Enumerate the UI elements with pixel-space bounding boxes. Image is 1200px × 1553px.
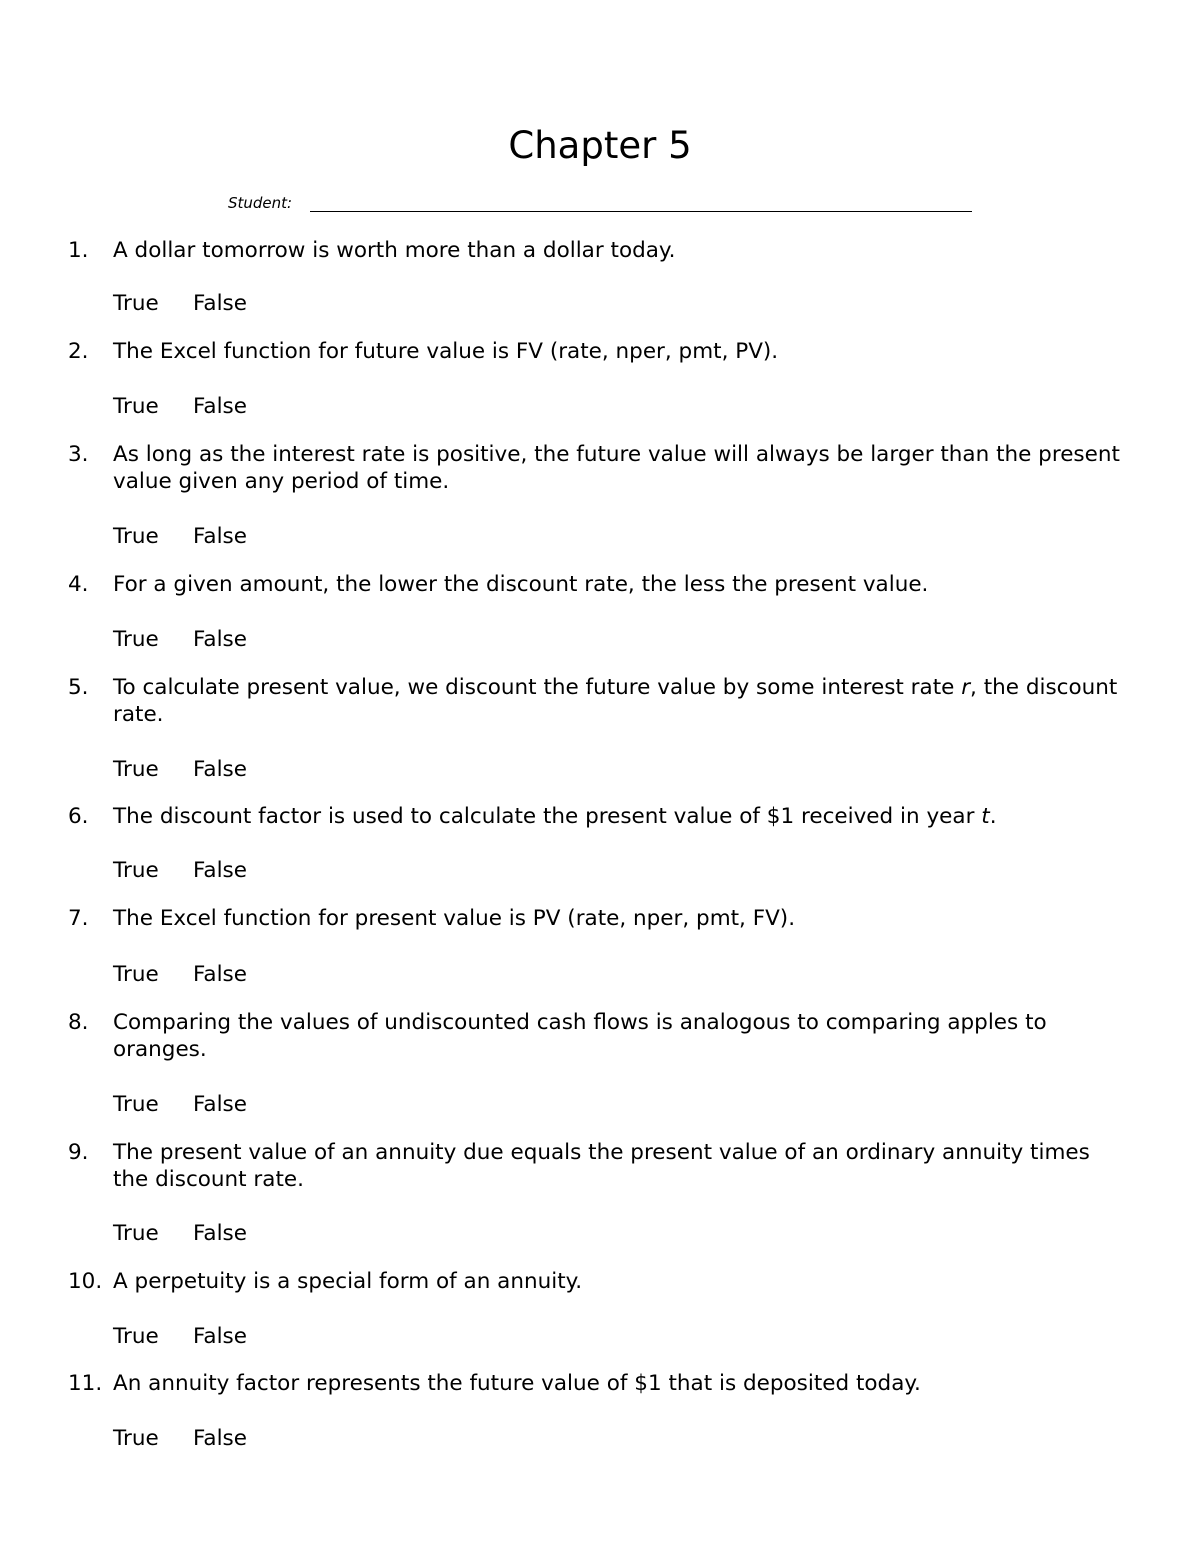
- option-true[interactable]: True: [113, 858, 159, 883]
- answer-options: [113, 961, 247, 988]
- option-true[interactable]: True: [113, 757, 159, 782]
- page-title: Chapter 5: [508, 124, 692, 167]
- question-item: [68, 1009, 1128, 1063]
- student-label: Student:: [228, 194, 293, 212]
- question-text-part: For a given amount, the lower the discount rate, the less the present value.: [113, 572, 929, 597]
- answer-options: [113, 857, 247, 884]
- question-number: 10.: [68, 1269, 103, 1294]
- question-item: [68, 571, 1128, 598]
- answer-options: [113, 1091, 247, 1118]
- answer-options: [113, 1323, 247, 1350]
- question-text-part: , the discount rate.: [113, 675, 1118, 727]
- question-text: [113, 1268, 1128, 1295]
- question-text: [113, 674, 1128, 728]
- question-number: 2.: [68, 339, 89, 364]
- option-true[interactable]: True: [113, 627, 159, 652]
- option-false[interactable]: False: [193, 1426, 247, 1451]
- option-false[interactable]: False: [193, 291, 247, 316]
- student-name-line[interactable]: [310, 211, 972, 212]
- option-true[interactable]: True: [113, 291, 159, 316]
- question-item: [68, 803, 1128, 830]
- option-true[interactable]: True: [113, 1092, 159, 1117]
- question-number: 4.: [68, 572, 89, 597]
- question-number: 9.: [68, 1140, 89, 1165]
- question-item: [68, 905, 1128, 932]
- question-number: 8.: [68, 1010, 89, 1035]
- question-text-part: The Excel function for future value is FV (rate, nper, pmt, PV).: [113, 339, 779, 364]
- answer-options: [113, 393, 247, 420]
- question-number: 5.: [68, 675, 89, 700]
- option-false[interactable]: False: [193, 1221, 247, 1246]
- question-text-part: The discount factor is used to calculate the present value of $1 received in year: [113, 804, 982, 829]
- option-false[interactable]: False: [193, 394, 247, 419]
- question-text-part: A perpetuity is a special form of an annuity.: [113, 1269, 583, 1294]
- question-text-part: Comparing the values of undiscounted cash flows is analogous to comparing apples to oranges.: [113, 1010, 1047, 1062]
- answer-options: [113, 756, 247, 783]
- question-text: [113, 1139, 1128, 1193]
- option-true[interactable]: True: [113, 1426, 159, 1451]
- option-false[interactable]: False: [193, 757, 247, 782]
- question-text-part: A dollar tomorrow is worth more than a dollar today.: [113, 238, 676, 263]
- question-number: 3.: [68, 442, 89, 467]
- answer-options: [113, 1425, 247, 1452]
- question-number: 6.: [68, 804, 89, 829]
- question-text: [113, 237, 1128, 264]
- option-false[interactable]: False: [193, 1092, 247, 1117]
- question-item: [68, 1139, 1128, 1193]
- option-false[interactable]: False: [193, 627, 247, 652]
- question-item: [68, 1268, 1128, 1295]
- option-false[interactable]: False: [193, 962, 247, 987]
- option-true[interactable]: True: [113, 394, 159, 419]
- option-true[interactable]: True: [113, 962, 159, 987]
- question-variable: r: [961, 675, 971, 700]
- answer-options: [113, 1220, 247, 1247]
- question-text-part: The present value of an annuity due equals the present value of an ordinary annuity times the discount rate.: [113, 1140, 1090, 1192]
- question-number: 11.: [68, 1371, 103, 1396]
- question-item: [68, 674, 1128, 728]
- question-variable: t: [981, 804, 990, 829]
- question-text: [113, 338, 1128, 365]
- question-text: [113, 1009, 1128, 1063]
- question-text: [113, 905, 1128, 932]
- option-false[interactable]: False: [193, 1324, 247, 1349]
- question-text-part: .: [989, 804, 997, 829]
- answer-options: [113, 626, 247, 653]
- question-number: 7.: [68, 906, 89, 931]
- question-text-part: To calculate present value, we discount the future value by some interest rate: [113, 675, 962, 700]
- option-false[interactable]: False: [193, 858, 247, 883]
- option-true[interactable]: True: [113, 1221, 159, 1246]
- question-number: 1.: [68, 238, 89, 263]
- question-text-part: An annuity factor represents the future value of $1 that is deposited today.: [113, 1371, 921, 1396]
- question-item: [68, 237, 1128, 264]
- question-text: [113, 441, 1128, 495]
- question-item: [68, 441, 1128, 495]
- question-text: [113, 1370, 1128, 1397]
- option-true[interactable]: True: [113, 524, 159, 549]
- question-text-part: The Excel function for present value is PV (rate, nper, pmt, FV).: [113, 906, 796, 931]
- option-true[interactable]: True: [113, 1324, 159, 1349]
- question-text: [113, 803, 1128, 830]
- option-false[interactable]: False: [193, 524, 247, 549]
- answer-options: [113, 290, 247, 317]
- question-item: [68, 1370, 1128, 1397]
- question-text-part: As long as the interest rate is positive, the future value will always be larger than the present value given any period of time.: [113, 442, 1120, 494]
- question-item: [68, 338, 1128, 365]
- question-text: [113, 571, 1128, 598]
- answer-options: [113, 523, 247, 550]
